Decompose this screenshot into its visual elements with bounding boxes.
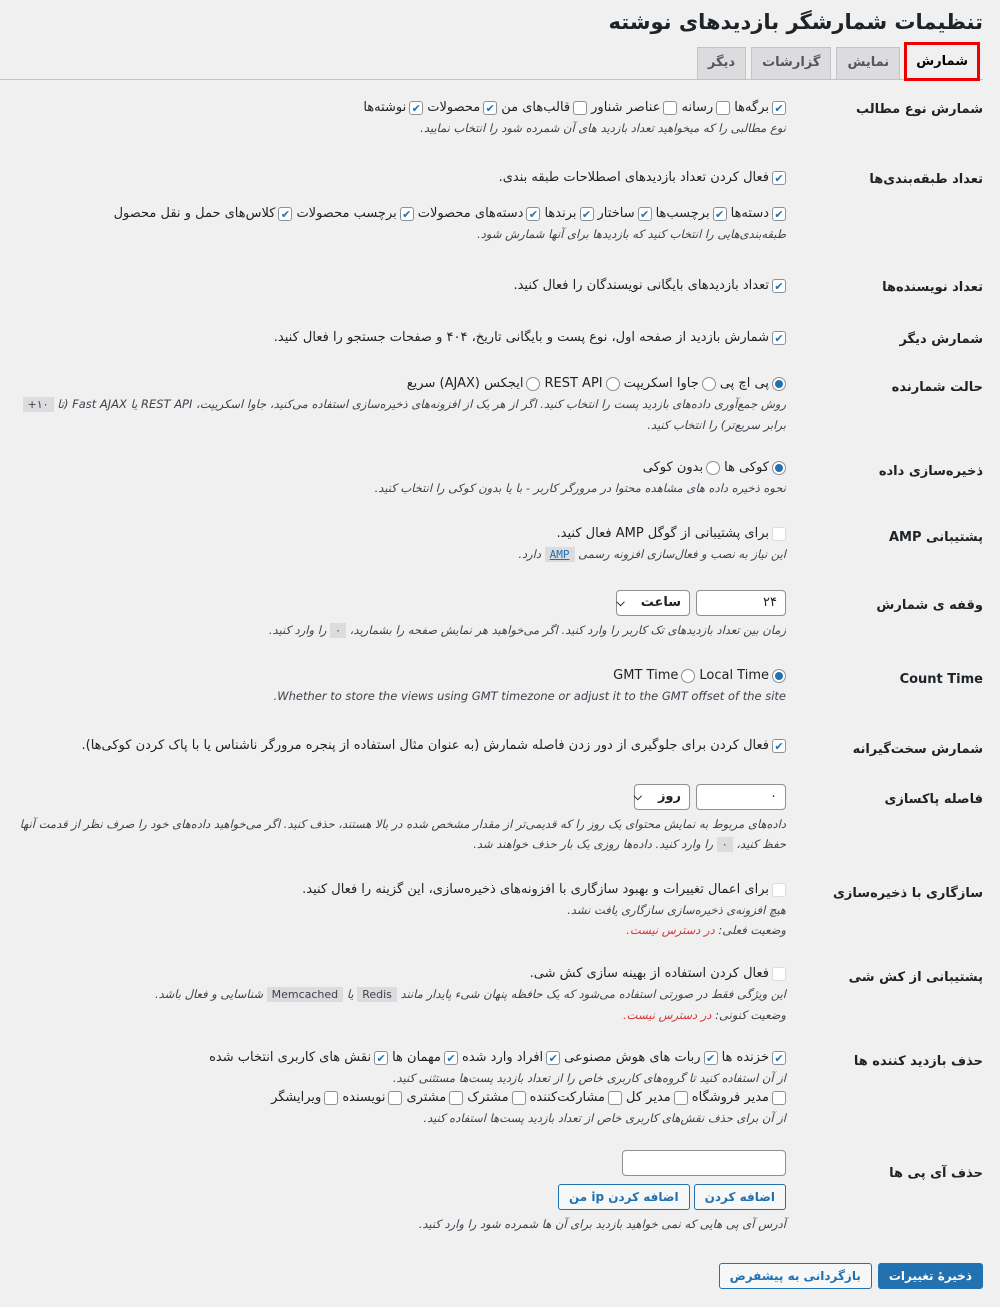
visitor-role-checkbox[interactable] bbox=[512, 1091, 526, 1105]
visitor-role-option[interactable] bbox=[406, 1088, 463, 1108]
strict-count-checkbox[interactable]: ✔ bbox=[772, 739, 786, 753]
counter-mode-desc-code: ۱۰+ bbox=[23, 397, 54, 412]
object-cache-enable[interactable] bbox=[530, 964, 786, 984]
tab-display[interactable]: نمایش bbox=[836, 47, 900, 79]
visitor-role-option[interactable] bbox=[467, 1088, 525, 1108]
visitor-role-option-label: مشترک bbox=[467, 1090, 509, 1105]
cleanup-unit: روز bbox=[657, 789, 681, 804]
strict-count-enable-label: فعال کردن برای جلوگیری از دور زدن فاصله شمارش (به عنوان مثال استفاده از پنجره مرورگر ناشناس یا با پاک کردن کوکی‌ها). bbox=[81, 738, 769, 753]
taxonomy-option[interactable] bbox=[598, 204, 652, 224]
data-storage-radio[interactable] bbox=[706, 461, 720, 475]
counter-mode-radio[interactable] bbox=[772, 377, 786, 391]
count-time-option-label: Local Time bbox=[699, 668, 769, 683]
count-time-options bbox=[18, 666, 786, 686]
visitor-group-option-label: مهمان ها bbox=[392, 1050, 442, 1065]
exclude-ips-desc: آدرس آی پی هایی که نمی خواهید بازدید برای آن ها شمرده شود را وارد کنید. bbox=[418, 1217, 786, 1231]
taxonomy-option[interactable] bbox=[418, 204, 541, 224]
page-title: تنظیمات شمارشگر بازدیدهای نوشته bbox=[608, 10, 983, 34]
visitor-group-option[interactable] bbox=[209, 1048, 388, 1068]
time-between-input[interactable]: ۲۴ bbox=[696, 590, 786, 616]
post-types-desc: نوع مطالبی را که میخواهید تعداد بازدید های آن شمرده شود را انتخاب نمایید. bbox=[420, 121, 786, 135]
amp-desc-2: دارد. bbox=[518, 547, 541, 561]
taxonomy-checkbox[interactable]: ✔ bbox=[278, 207, 292, 221]
visitor-role-option-label: مدیر فروشگاه bbox=[691, 1090, 769, 1105]
cleanup-desc-2: کنید، bbox=[736, 837, 759, 851]
data-storage-option[interactable] bbox=[724, 458, 786, 478]
visitor-role-option-label: ویرایشگر bbox=[271, 1090, 322, 1105]
authors-enable-checkbox[interactable]: ✔ bbox=[772, 279, 786, 293]
post-type-option-label: عناصر شناور bbox=[591, 100, 661, 115]
caching-status-prefix: وضعیت فعلی: bbox=[718, 923, 786, 937]
exclude-ips-label: حذف آی پی ها bbox=[889, 1166, 983, 1181]
visitor-group-checkbox[interactable]: ✔ bbox=[772, 1051, 786, 1065]
authors-enable-label: تعداد بازدیدهای بایگانی نویسندگان را فعال کنید. bbox=[513, 278, 769, 293]
cleanup-desc-3: را وارد کنید. داده‌ها روزی یک بار حذف خواهند شد. bbox=[473, 837, 714, 851]
visitor-role-option[interactable] bbox=[271, 1088, 338, 1108]
post-type-option-label: برگه‌ها bbox=[734, 100, 769, 115]
counter-mode-desc bbox=[18, 394, 786, 435]
taxonomy-option[interactable] bbox=[114, 204, 293, 224]
time-between-desc bbox=[18, 620, 786, 641]
authors-enable[interactable] bbox=[513, 276, 786, 296]
count-time-label: Count Time bbox=[899, 672, 983, 687]
time-between-desc-code: ۰ bbox=[330, 623, 346, 638]
visitor-group-checkbox[interactable]: ✔ bbox=[546, 1051, 560, 1065]
cleanup-desc-1: داده‌های مربوط به نمایش محتوای یک روز را که قدیمی‌تر از مقدار مشخص شده در بالا هستند، حذف کنید. اگر می‌خواهید داده‌های خود را صرف نظر از قدمت آنها حفظ bbox=[19, 817, 786, 851]
tab-reports[interactable]: گزارشات bbox=[751, 47, 831, 79]
post-type-option[interactable] bbox=[501, 98, 587, 118]
taxonomy-option[interactable] bbox=[731, 204, 786, 224]
visitor-role-checkbox[interactable] bbox=[324, 1091, 338, 1105]
time-between-desc-2: را وارد کنید. bbox=[268, 623, 327, 637]
taxonomy-option-label: دسته‌ها bbox=[730, 206, 769, 221]
taxonomies-enable-label: فعال کردن تعداد بازدیدهای اصطلاحات طبقه بندی. bbox=[498, 170, 769, 185]
count-time-desc: Whether to store the views using GMT timezone or adjust it to the GMT offset of the site. bbox=[273, 689, 786, 703]
amp-enable[interactable] bbox=[557, 524, 786, 544]
visitor-role-checkbox[interactable] bbox=[772, 1091, 786, 1105]
data-storage-option-label: کوکی ها bbox=[724, 460, 769, 475]
cleanup-desc-code: ۰ bbox=[717, 837, 733, 852]
visitor-role-option[interactable] bbox=[626, 1088, 688, 1108]
reset-button[interactable]: بازگردانی به پیشفرض bbox=[719, 1263, 872, 1289]
taxonomies-desc: طبقه‌بندی‌هایی را انتخاب کنید که بازدیدها برای آنها شمارش شود. bbox=[477, 227, 786, 241]
post-type-checkbox[interactable]: ✔ bbox=[772, 101, 786, 115]
caching-enable[interactable] bbox=[302, 880, 786, 900]
post-type-option[interactable] bbox=[363, 98, 423, 118]
object-cache-status bbox=[18, 1005, 786, 1025]
other-count-enable[interactable] bbox=[274, 328, 786, 348]
post-type-checkbox[interactable] bbox=[663, 101, 677, 115]
caching-enable-label: برای اعمال تغییرات و بهبود سازگاری با افزونه‌های ذخیره‌سازی، این گزینه را فعال کنید. bbox=[302, 882, 769, 897]
caching-checkbox[interactable] bbox=[772, 883, 786, 897]
caching-desc: هیچ افزونه‌ی ذخیره‌سازی سازگاری یافت نشد. bbox=[567, 903, 786, 917]
taxonomy-checkbox[interactable]: ✔ bbox=[526, 207, 540, 221]
amp-label: پشتیبانی AMP bbox=[888, 530, 983, 545]
taxonomy-option-label: کلاس‌های حمل و نقل محصول bbox=[113, 206, 276, 221]
cleanup-unit-select[interactable] bbox=[634, 784, 690, 810]
counter-mode-label: حالت شمارنده bbox=[891, 380, 983, 395]
cleanup-desc bbox=[18, 814, 786, 855]
count-time-option[interactable] bbox=[699, 666, 786, 686]
other-count-label: شمارش دیگر bbox=[899, 332, 983, 347]
post-type-option[interactable] bbox=[427, 98, 497, 118]
taxonomy-option[interactable] bbox=[296, 204, 413, 224]
counter-mode-option-label: ایجکس (AJAX) سریع bbox=[406, 376, 524, 391]
visitor-role-checkbox[interactable] bbox=[388, 1091, 402, 1105]
other-count-enable-label: شمارش بازدید از صفحه اول، نوع پست و بایگانی تاریخ، ۴۰۴ و صفحات جستجو را فعال کنید. bbox=[273, 330, 769, 345]
counter-mode-option[interactable] bbox=[544, 374, 619, 394]
visitor-role-option-label: نویسنده bbox=[342, 1090, 386, 1105]
taxonomy-option[interactable] bbox=[544, 204, 593, 224]
data-storage-options bbox=[18, 458, 786, 478]
post-type-checkbox[interactable] bbox=[573, 101, 587, 115]
object-cache-code-redis: Redis bbox=[357, 987, 397, 1002]
exclude-ip-input[interactable] bbox=[622, 1150, 786, 1176]
tab-other[interactable]: دیگر bbox=[697, 47, 746, 79]
data-storage-option-label: بدون کوکی bbox=[642, 460, 704, 475]
caching-status bbox=[18, 920, 786, 940]
amp-desc bbox=[18, 544, 786, 565]
visitor-role-checkbox[interactable] bbox=[674, 1091, 688, 1105]
post-type-option-label: نوشته‌ها bbox=[363, 100, 407, 115]
taxonomy-checkbox[interactable]: ✔ bbox=[638, 207, 652, 221]
object-cache-desc-mid: یا bbox=[346, 987, 354, 1001]
visitor-role-option[interactable] bbox=[692, 1088, 786, 1108]
object-cache-code-memcached: Memcached bbox=[267, 987, 344, 1002]
data-storage-label: ذخیره‌سازی داده bbox=[878, 464, 983, 479]
taxonomy-option-label: برچسب‌ها bbox=[655, 206, 710, 221]
taxonomies-options bbox=[18, 204, 786, 224]
taxonomy-option[interactable] bbox=[656, 204, 727, 224]
chevron-down-icon: ⌵ bbox=[616, 596, 625, 609]
taxonomy-option-label: دسته‌های محصولات bbox=[417, 206, 524, 221]
counter-mode-radio[interactable] bbox=[606, 377, 620, 391]
object-cache-status-value: در دسترس نیست. bbox=[623, 1008, 712, 1022]
counter-mode-option-label: پی اچ پی bbox=[719, 376, 769, 391]
cleanup-input[interactable]: ۰ bbox=[696, 784, 786, 810]
visitor-group-checkbox[interactable]: ✔ bbox=[444, 1051, 458, 1065]
time-between-unit: ساعت bbox=[640, 595, 681, 610]
settings-tabs bbox=[0, 40, 983, 80]
strict-count-enable[interactable] bbox=[82, 736, 787, 756]
amp-link[interactable]: AMP bbox=[545, 547, 575, 562]
other-count-checkbox[interactable]: ✔ bbox=[772, 331, 786, 345]
amp-checkbox[interactable] bbox=[772, 527, 786, 541]
post-type-option[interactable] bbox=[734, 98, 786, 118]
counter-mode-desc-2: برابر bbox=[763, 418, 786, 432]
count-time-option[interactable] bbox=[613, 666, 695, 686]
taxonomy-checkbox[interactable]: ✔ bbox=[580, 207, 594, 221]
exclude-visitor-roles bbox=[18, 1088, 786, 1108]
time-between-label: وقفه ی شمارش bbox=[876, 598, 983, 613]
taxonomy-option-label: برندها bbox=[544, 206, 577, 221]
count-time-radio[interactable] bbox=[772, 669, 786, 683]
visitor-role-option[interactable] bbox=[530, 1088, 622, 1108]
visitor-group-option[interactable] bbox=[462, 1048, 560, 1068]
add-ip-button[interactable]: اضافه کردن bbox=[694, 1184, 786, 1210]
post-types-options bbox=[18, 98, 786, 118]
visitor-group-option[interactable] bbox=[392, 1048, 458, 1068]
tab-counting[interactable]: شمارش bbox=[905, 43, 979, 80]
time-between-desc-1: زمان بین تعداد بازدیدهای تک کاربر را وارد کنید. اگر می‌خواهید هر نمایش صفحه را بشمارید، bbox=[349, 623, 786, 637]
post-type-checkbox[interactable]: ✔ bbox=[483, 101, 497, 115]
caching-label: سازگاری با ذخیره‌سازی bbox=[833, 886, 983, 901]
counter-mode-radio[interactable] bbox=[526, 377, 540, 391]
count-time-radio[interactable] bbox=[681, 669, 695, 683]
taxonomy-checkbox[interactable]: ✔ bbox=[400, 207, 414, 221]
amp-desc-1: این نیاز به نصب و فعال‌سازی افزونه رسمی bbox=[578, 547, 786, 561]
taxonomies-enable-checkbox[interactable]: ✔ bbox=[772, 171, 786, 185]
counter-mode-radio[interactable] bbox=[702, 377, 716, 391]
form-footer bbox=[18, 1263, 983, 1289]
object-cache-enable-label: فعال کردن استفاده از بهینه سازی کش شی. bbox=[529, 966, 769, 981]
visitor-role-checkbox[interactable] bbox=[449, 1091, 463, 1105]
object-cache-desc-2: شناسایی و فعال باشد. bbox=[154, 987, 263, 1001]
taxonomy-option-label: برچسب محصولات bbox=[296, 206, 397, 221]
authors-label: تعداد نویسنده‌ها bbox=[882, 280, 983, 295]
counter-mode-option-label: جاوا اسکریپت bbox=[623, 376, 699, 391]
visitor-group-option-label: خزنده ها bbox=[721, 1050, 769, 1065]
data-storage-desc: نحوه ذخیره داده های مشاهده محتوا در مرورگر کاربر - با یا بدون کوکی را انتخاب کنید. bbox=[374, 481, 786, 495]
post-type-option[interactable] bbox=[591, 98, 677, 118]
post-type-option-label: قالب‌های من bbox=[501, 100, 571, 115]
object-cache-desc-1: این ویژگی فقط در صورتی استفاده می‌شود که یک حافظه پنهان شیء پایدار مانند bbox=[400, 987, 786, 1001]
object-cache-desc bbox=[18, 984, 786, 1005]
exclude-groups-desc: از آن استفاده کنید تا گروه‌های کاربری خاص را از تعداد بازدید پست‌ها مستثنی کنید. bbox=[392, 1071, 786, 1085]
visitor-role-option-label: مدیر کل bbox=[626, 1090, 671, 1105]
time-between-unit-select[interactable] bbox=[616, 590, 690, 616]
amp-enable-label: برای پشتیبانی از گوگل AMP فعال کنید. bbox=[556, 526, 769, 541]
save-button[interactable]: ذخیرهٔ تغییرات bbox=[878, 1263, 983, 1289]
exclude-roles-desc: از آن برای حذف نقش‌های کاربری خاص از تعداد بازدید پست‌ها استفاده کنید. bbox=[423, 1111, 786, 1125]
counter-mode-options bbox=[18, 374, 786, 394]
visitor-group-checkbox[interactable]: ✔ bbox=[704, 1051, 718, 1065]
visitor-role-checkbox[interactable] bbox=[608, 1091, 622, 1105]
exclude-visitor-groups bbox=[18, 1048, 786, 1068]
exclude-visitors-label: حذف بازدید کننده ها bbox=[853, 1054, 983, 1069]
counter-mode-option[interactable] bbox=[624, 374, 716, 394]
counter-mode-option[interactable] bbox=[407, 374, 541, 394]
counter-mode-desc-3: سریع‌تر) را انتخاب کنید. bbox=[647, 418, 761, 432]
object-cache-status-prefix: وضعیت کنونی: bbox=[715, 1008, 786, 1022]
post-type-option-label: محصولات bbox=[427, 100, 481, 115]
cleanup-label: فاصله پاکسازی bbox=[884, 792, 983, 807]
object-cache-checkbox[interactable] bbox=[772, 967, 786, 981]
counter-mode-option-label: REST API bbox=[544, 376, 603, 391]
visitor-group-option[interactable] bbox=[564, 1048, 717, 1068]
taxonomy-checkbox[interactable]: ✔ bbox=[772, 207, 786, 221]
post-type-option-label: رسانه bbox=[681, 100, 714, 115]
count-time-option-label: GMT Time bbox=[613, 668, 679, 683]
taxonomies-label: تعداد طبقه‌بندی‌ها bbox=[869, 172, 983, 187]
post-types-label: شمارش نوع مطالب bbox=[855, 102, 983, 117]
strict-count-label: شمارش سخت‌گیرانه bbox=[852, 742, 983, 757]
visitor-group-option-label: نقش های کاربری انتخاب شده bbox=[209, 1050, 372, 1065]
counter-mode-desc-1: روش جمع‌آوری داده‌های بازدید پست را انتخاب کنید. اگر از هر یک از افزونه‌های ذخیره‌سازی استفاده می‌کنید، جاوا اسکریپت، REST API یا Fast AJAX (تا bbox=[57, 397, 786, 411]
visitor-role-option-label: مشتری bbox=[406, 1090, 447, 1105]
visitor-group-option-label: افراد وارد شده bbox=[462, 1050, 544, 1065]
counter-mode-option[interactable] bbox=[720, 374, 786, 394]
data-storage-radio[interactable] bbox=[772, 461, 786, 475]
caching-status-value: در دسترس نیست. bbox=[626, 923, 715, 937]
taxonomy-option-label: ساختار bbox=[597, 206, 635, 221]
visitor-role-option[interactable] bbox=[342, 1088, 402, 1108]
data-storage-option[interactable] bbox=[643, 458, 720, 478]
visitor-role-option-label: مشارکت‌کننده bbox=[529, 1090, 606, 1105]
taxonomy-checkbox[interactable]: ✔ bbox=[713, 207, 727, 221]
post-type-option[interactable] bbox=[681, 98, 730, 118]
add-my-ip-button[interactable]: اضافه کردن ip من bbox=[558, 1184, 690, 1210]
taxonomies-enable[interactable] bbox=[499, 168, 786, 188]
post-type-checkbox[interactable] bbox=[716, 101, 730, 115]
visitor-group-option-label: ربات های هوش مصنوعی bbox=[564, 1050, 701, 1065]
visitor-group-option[interactable] bbox=[722, 1048, 786, 1068]
post-type-checkbox[interactable]: ✔ bbox=[409, 101, 423, 115]
object-cache-label: پشتیبانی از کش شی bbox=[848, 970, 983, 985]
chevron-down-icon: ⌵ bbox=[633, 790, 642, 803]
visitor-group-checkbox[interactable]: ✔ bbox=[374, 1051, 388, 1065]
